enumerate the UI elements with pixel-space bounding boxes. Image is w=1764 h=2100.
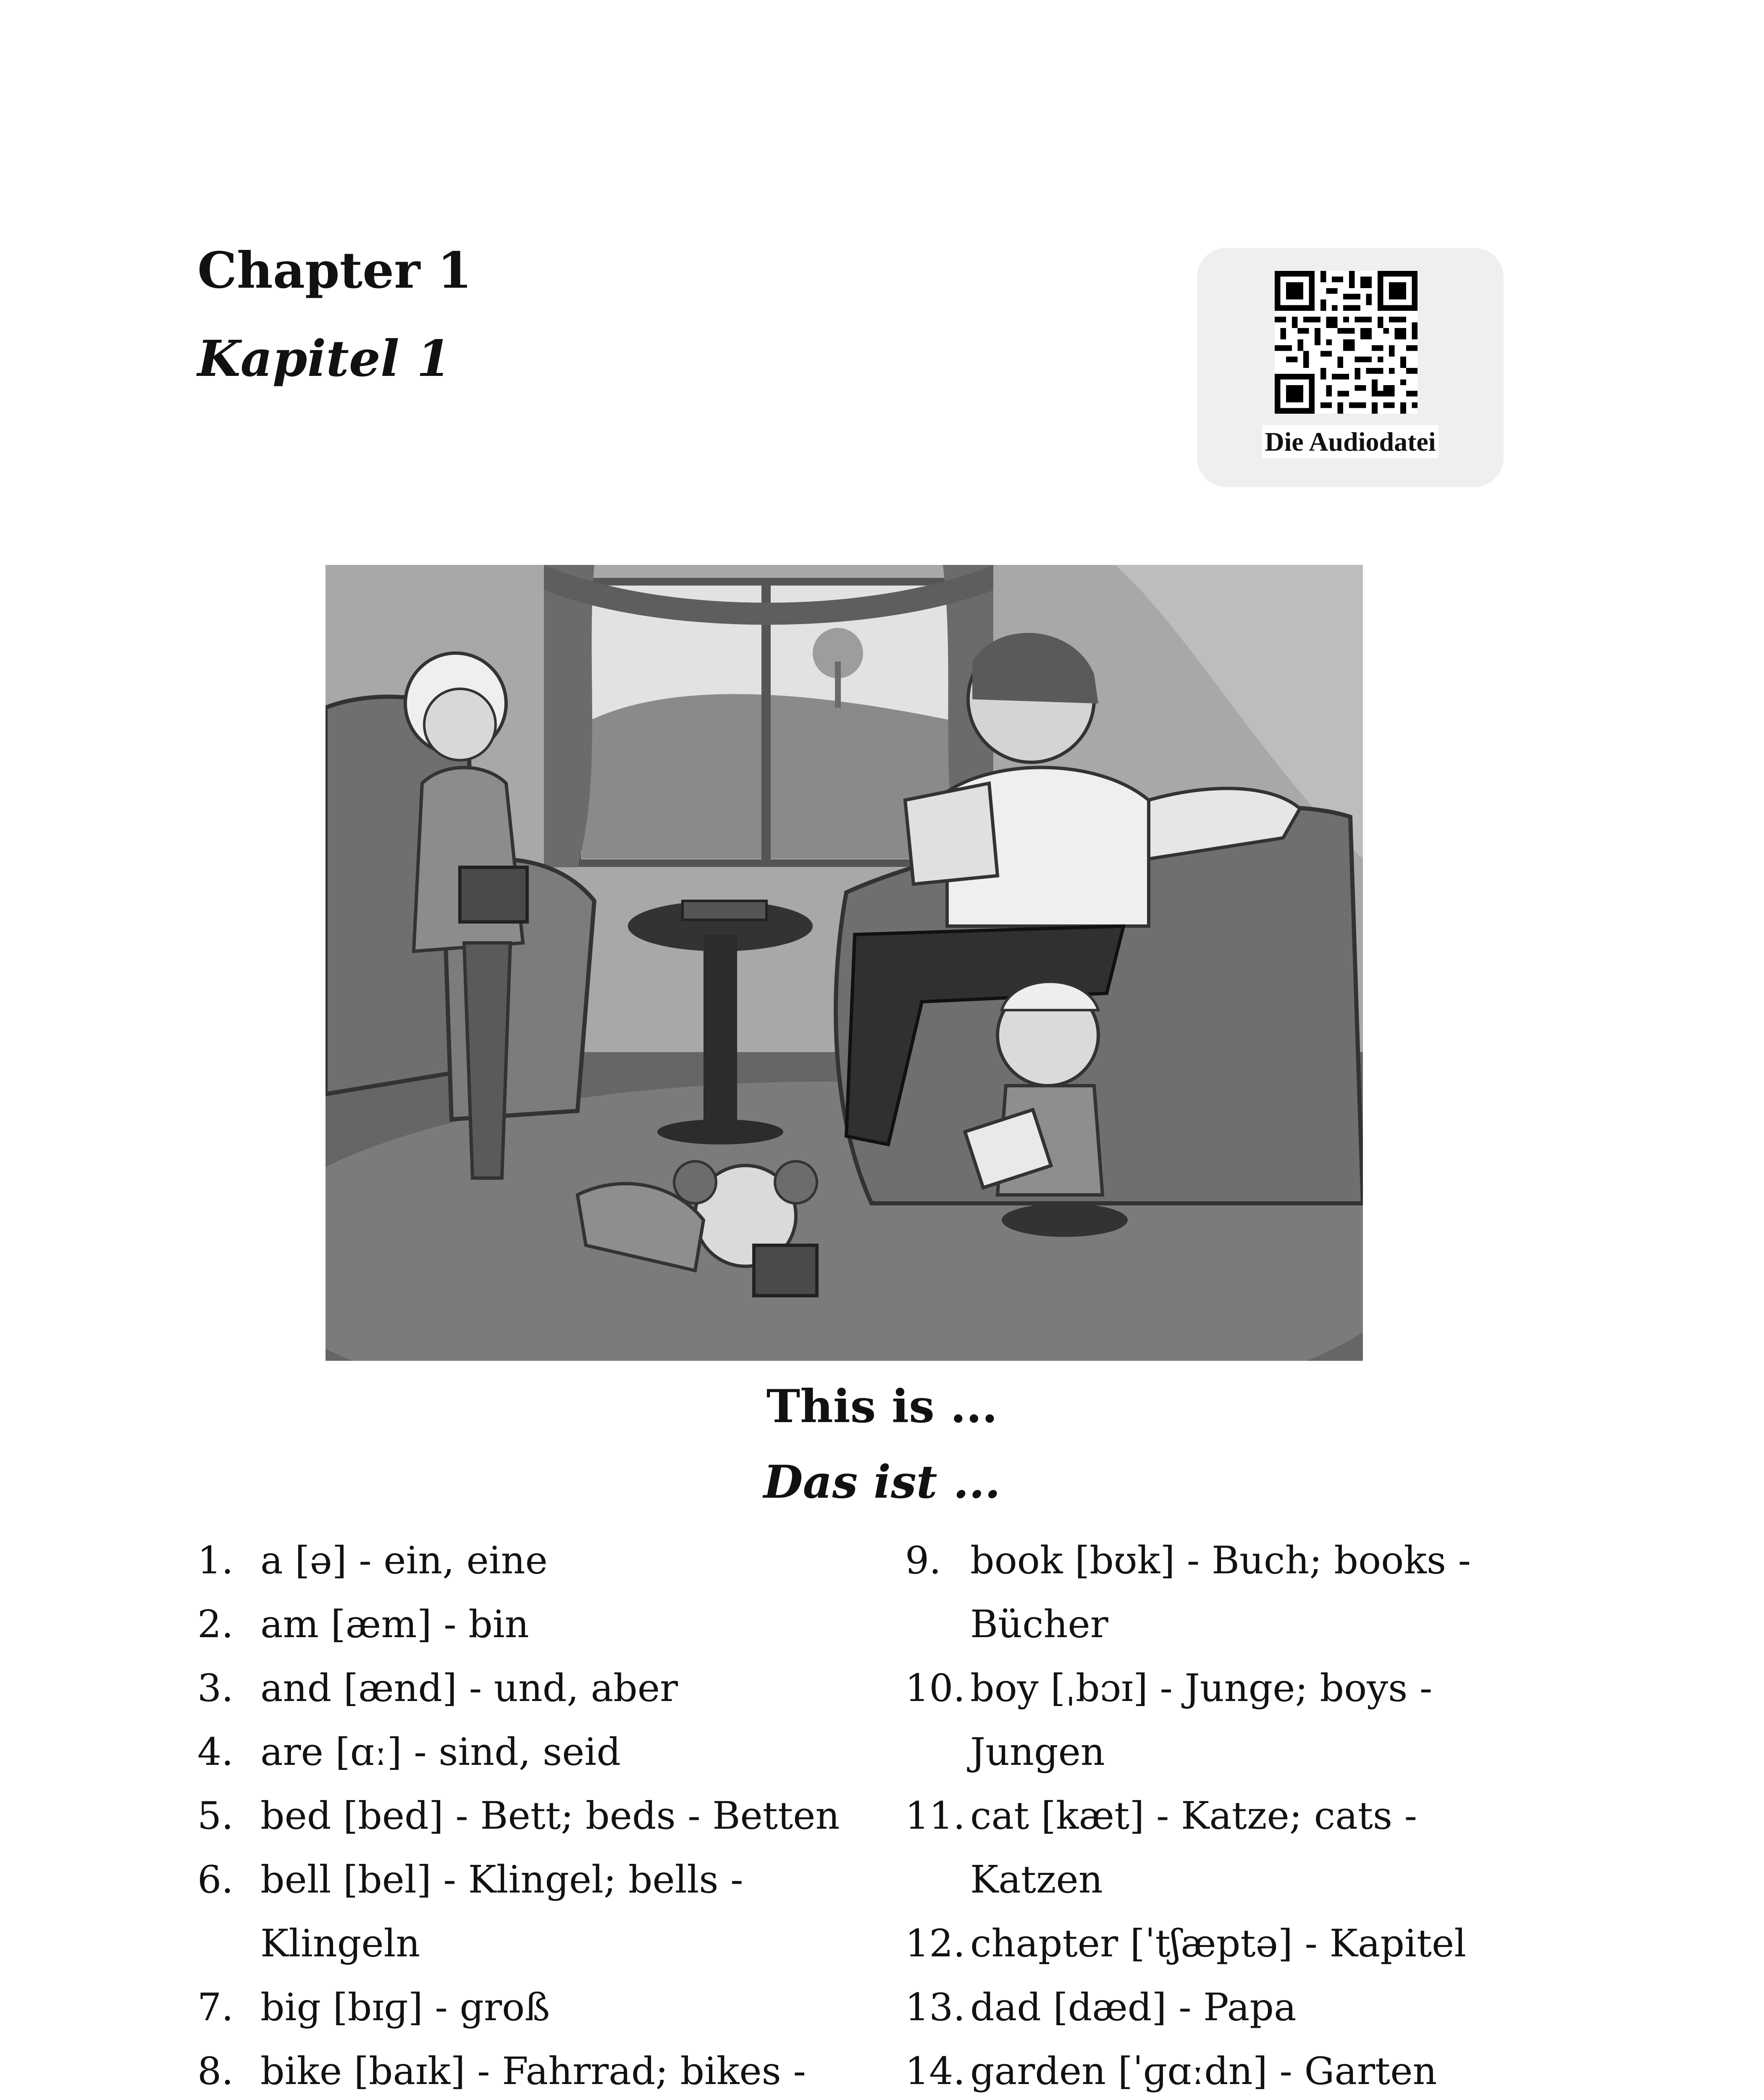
vocabulary-entry: a [ə] - ein, eine xyxy=(260,1538,548,1583)
vocabulary-entry: book [bʊk] - Buch; books - Bücher xyxy=(970,1538,1471,1646)
vocabulary-entry: are [ɑː] - sind, seid xyxy=(260,1730,621,1774)
vocabulary-number: 8. xyxy=(197,2049,234,2093)
vocabulary-entry: dad [dæd] - Papa xyxy=(970,1985,1297,2029)
vocabulary-item xyxy=(905,1656,1535,1784)
vocabulary-number: 7. xyxy=(197,1985,234,2029)
vocabulary-item xyxy=(197,1656,878,1720)
vocabulary-entry: bike [baɪk] - Fahrrad; bikes - xyxy=(260,2049,806,2093)
vocabulary-entry: bell [bel] - Klingel; bells - Klingeln xyxy=(260,1858,743,1966)
vocabulary-item xyxy=(197,1784,878,1848)
vocabulary-entry: garden [ˈɡɑːdn] - Garten xyxy=(970,2049,1437,2093)
vocabulary-entry: and [ænd] - und, aber xyxy=(260,1666,678,1710)
audio-qr-card[interactable] xyxy=(1197,248,1504,487)
section-heading: This is ... xyxy=(766,1380,998,1433)
vocabulary-list-right xyxy=(905,1529,1535,2100)
vocabulary-item xyxy=(197,2040,878,2100)
vocabulary-entry: cat [kæt] - Katze; cats - Katzen xyxy=(970,1794,1418,1902)
vocabulary-number: 13. xyxy=(905,1985,966,2029)
vocabulary-item xyxy=(197,1848,878,1976)
audio-file-label-text: Die Audiodatei xyxy=(1262,425,1438,458)
vocabulary-number: 9. xyxy=(905,1538,941,1583)
illustration-scene xyxy=(326,565,1363,1361)
vocabulary-number: 6. xyxy=(197,1858,234,1902)
chapter-subtitle: Kapitel 1 xyxy=(197,329,451,388)
vocabulary-item xyxy=(905,1976,1535,2040)
audio-file-label xyxy=(1197,426,1504,457)
vocabulary-item xyxy=(197,1529,878,1593)
vocabulary-item xyxy=(197,1720,878,1784)
vocabulary-number: 5. xyxy=(197,1794,234,1838)
section-subheading: Das ist ... xyxy=(763,1456,1001,1509)
vocabulary-number: 10. xyxy=(905,1666,966,1710)
vocabulary-list-left xyxy=(197,1529,878,2100)
vocabulary-number: 3. xyxy=(197,1666,234,1710)
vocabulary-item xyxy=(197,1593,878,1656)
vocabulary-item xyxy=(905,1784,1535,1912)
vocabulary-item xyxy=(197,1976,878,2040)
vocabulary-number: 12. xyxy=(905,1922,966,1966)
family-reading-illustration xyxy=(326,565,1363,1361)
vocabulary-entry: chapter [ˈtʃæptə] - Kapitel xyxy=(970,1922,1467,1966)
vocabulary-entry: am [æm] - bin xyxy=(260,1602,529,1646)
vocabulary-item xyxy=(905,1912,1535,1976)
vocabulary-entry: boy [ˌbɔɪ] - Junge; boys - Jungen xyxy=(970,1666,1433,1774)
vocabulary-entry: big [bɪɡ] - groß xyxy=(260,1985,550,2029)
qr-code-icon xyxy=(1275,271,1418,414)
vocabulary-number: 4. xyxy=(197,1730,234,1774)
vocabulary-entry: bed [bed] - Bett; beds - Betten xyxy=(260,1794,840,1838)
vocabulary-number: 1. xyxy=(197,1538,234,1583)
vocabulary-item xyxy=(905,2040,1535,2100)
chapter-title: Chapter 1 xyxy=(197,241,472,299)
vocabulary-item xyxy=(905,1529,1535,1656)
vocabulary-number: 2. xyxy=(197,1602,234,1646)
vocabulary-number: 14. xyxy=(905,2049,966,2093)
vocabulary-number: 11. xyxy=(905,1794,966,1838)
